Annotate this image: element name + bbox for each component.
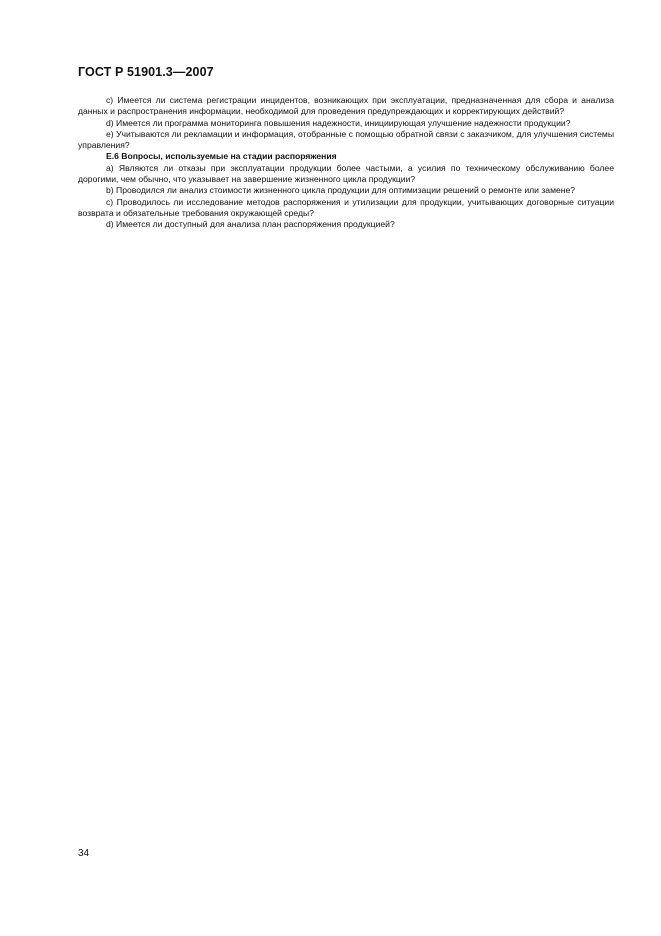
- section-paragraph-a: a) Являются ли отказы при эксплуатации продукции более частыми, а усилия по техническому обслуживанию более дорогими, чем обычно, что указывает на завершение жизненного цикла продукции?: [78, 162, 614, 185]
- paragraph-c: c) Имеется ли система регистрации инцидентов, возникающих при эксплуатации, предназначенная для сбора и анализа данных и распространения информации, необходимой для проведения предупреждающих и корректирующих действий?: [78, 95, 614, 117]
- section-heading-e6: Е.6 Вопросы, используемые на стадии распоряжения: [106, 151, 337, 162]
- page-number: 34: [78, 848, 90, 859]
- section-paragraph-c: c) Проводилось ли исследование методов распоряжения и утилизации для продукции, учитывающих договорные ситуации возврата и обязательные требования окружающей среды?: [78, 196, 614, 218]
- section-paragraph-b: b) Проводился ли анализ стоимости жизненного цикла продукции для оптимизации решений о ремонте или замене?: [106, 185, 576, 196]
- section-paragraph-d: d) Имеется ли доступный для анализа план распоряжения продукцией?: [106, 219, 395, 230]
- paragraph-e: e) Учитываются ли рекламации и информация, отобранные с помощью обратной связи с заказчиком, для улучшения системы управления?: [78, 128, 614, 151]
- document-header: ГОСТ Р 51901.3—2007: [78, 65, 214, 79]
- document-body: [78, 95, 614, 231]
- paragraph-d: d) Имеется ли программа мониторинга повышения надежности, инициирующая улучшение надежности продукции?: [106, 117, 571, 128]
